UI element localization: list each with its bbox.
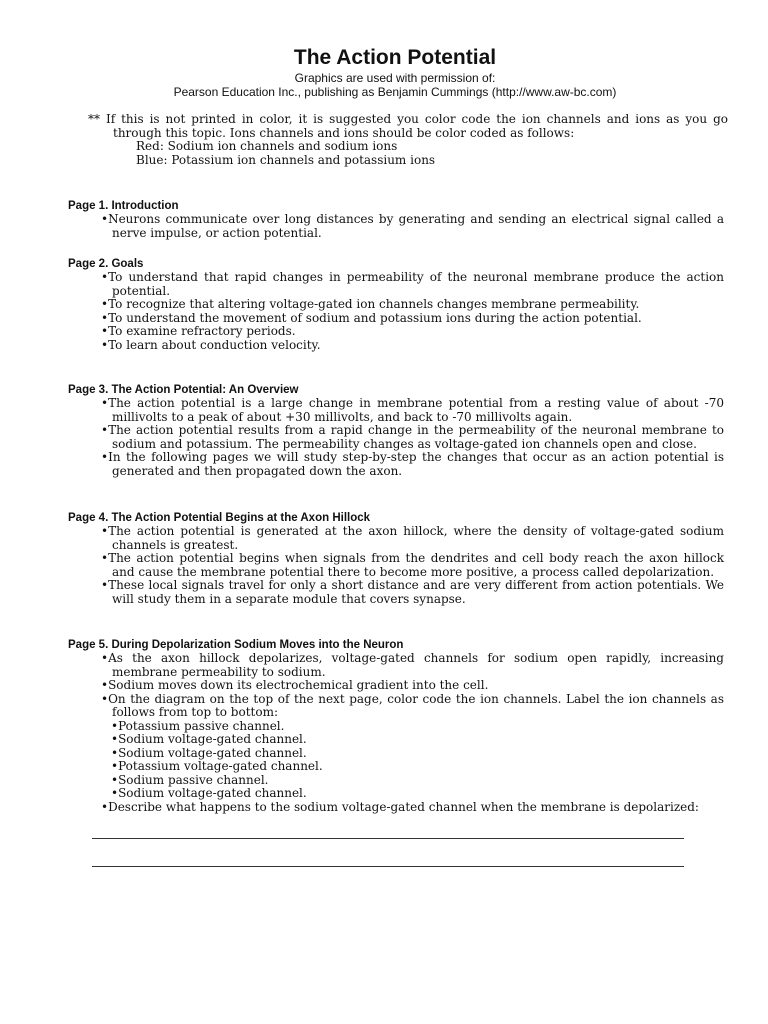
section-heading: Page 2. Goals — [68, 258, 144, 270]
bullet-list — [68, 213, 724, 240]
note-text: ** If this is not printed in color, it is suggested you color code the ion channels and ions as you go through this topic. Ions channels and ions should be color coded as follows: — [88, 112, 728, 140]
list-item: • Sodium voltage-gated channel. — [111, 747, 724, 761]
page-title: The Action Potential — [293, 46, 497, 69]
bullet-list — [68, 652, 724, 720]
answer-line[interactable] — [92, 838, 684, 839]
list-item: • Sodium voltage-gated channel. — [111, 787, 724, 801]
list-item: • Potassium passive channel. — [111, 720, 724, 734]
bullet-list — [68, 271, 724, 352]
list-item: • The action potential begins when signals from the dendrites and cell body reach the axon hillock and cause the membrane potential there to become more positive, a process called depolarization. — [89, 552, 724, 579]
list-item: • To learn about conduction velocity. — [89, 339, 724, 353]
list-item: • Potassium voltage-gated channel. — [111, 760, 724, 774]
note-blue-line: Blue: Potassium ion channels and potassium ions — [136, 152, 436, 167]
list-item: • The action potential is a large change in membrane potential from a resting value of about -70 millivolts to a peak of about +30 millivolts, and back to -70 millivolts again. — [89, 397, 724, 424]
section-heading: Page 4. The Action Potential Begins at the Axon Hillock — [68, 512, 371, 524]
list-item: • Describe what happens to the sodium voltage-gated channel when the membrane is depolarized: — [89, 801, 724, 815]
bullet-list — [68, 397, 724, 478]
section-heading: Page 5. During Depolarization Sodium Moves into the Neuron — [68, 639, 404, 651]
section-page-2 — [68, 257, 724, 352]
list-item: • In the following pages we will study step-by-step the changes that occur as an action potential is generated and then propagated down the axon. — [89, 451, 724, 478]
list-item: • Sodium voltage-gated channel. — [111, 733, 724, 747]
color-code-note — [88, 113, 728, 167]
bullet-list — [68, 525, 724, 606]
section-page-1 — [68, 199, 724, 240]
list-item: • On the diagram on the top of the next page, color code the ion channels. Label the ion channels as follows from top to bottom: — [89, 693, 724, 720]
credit-line-2: Pearson Education Inc., publishing as Benjamin Cummings (http://www.aw-bc.com) — [173, 85, 617, 99]
section-page-4 — [68, 511, 724, 606]
list-item: • To understand that rapid changes in permeability of the neuronal membrane produce the action potential. — [89, 271, 724, 298]
channel-label-list — [68, 720, 724, 801]
list-item: • To recognize that altering voltage-gated ion channels changes membrane permeability. — [89, 298, 724, 312]
list-item: • Neurons communicate over long distances by generating and sending an electrical signal called a nerve impulse, or action potential. — [89, 213, 724, 240]
bullet-list — [68, 801, 724, 815]
section-heading: Page 1. Introduction — [68, 200, 179, 212]
section-heading: Page 3. The Action Potential: An Overview — [68, 384, 299, 396]
list-item: • To understand the movement of sodium and potassium ions during the action potential. — [89, 312, 724, 326]
list-item: • The action potential is generated at the axon hillock, where the density of voltage-gated sodium channels is greatest. — [89, 525, 724, 552]
note-red-line: Red: Sodium ion channels and sodium ions — [136, 139, 398, 153]
credit-line-1: Graphics are used with permission of: — [294, 71, 496, 85]
list-item: • Sodium moves down its electrochemical gradient into the cell. — [89, 679, 724, 693]
list-item: • To examine refractory periods. — [89, 325, 724, 339]
section-page-5 — [68, 638, 724, 814]
section-page-3 — [68, 383, 724, 478]
list-item: • These local signals travel for only a short distance and are very different from action potentials. We will study them in a separate module that covers synapse. — [89, 579, 724, 606]
list-item: • The action potential results from a rapid change in the permeability of the neuronal membrane to sodium and potassium. The permeability changes as voltage-gated ion channels open and close. — [89, 424, 724, 451]
list-item: • Sodium passive channel. — [111, 774, 724, 788]
answer-line[interactable] — [92, 866, 684, 867]
list-item: • As the axon hillock depolarizes, voltage-gated channels for sodium open rapidly, increasing membrane permeability to sodium. — [89, 652, 724, 679]
